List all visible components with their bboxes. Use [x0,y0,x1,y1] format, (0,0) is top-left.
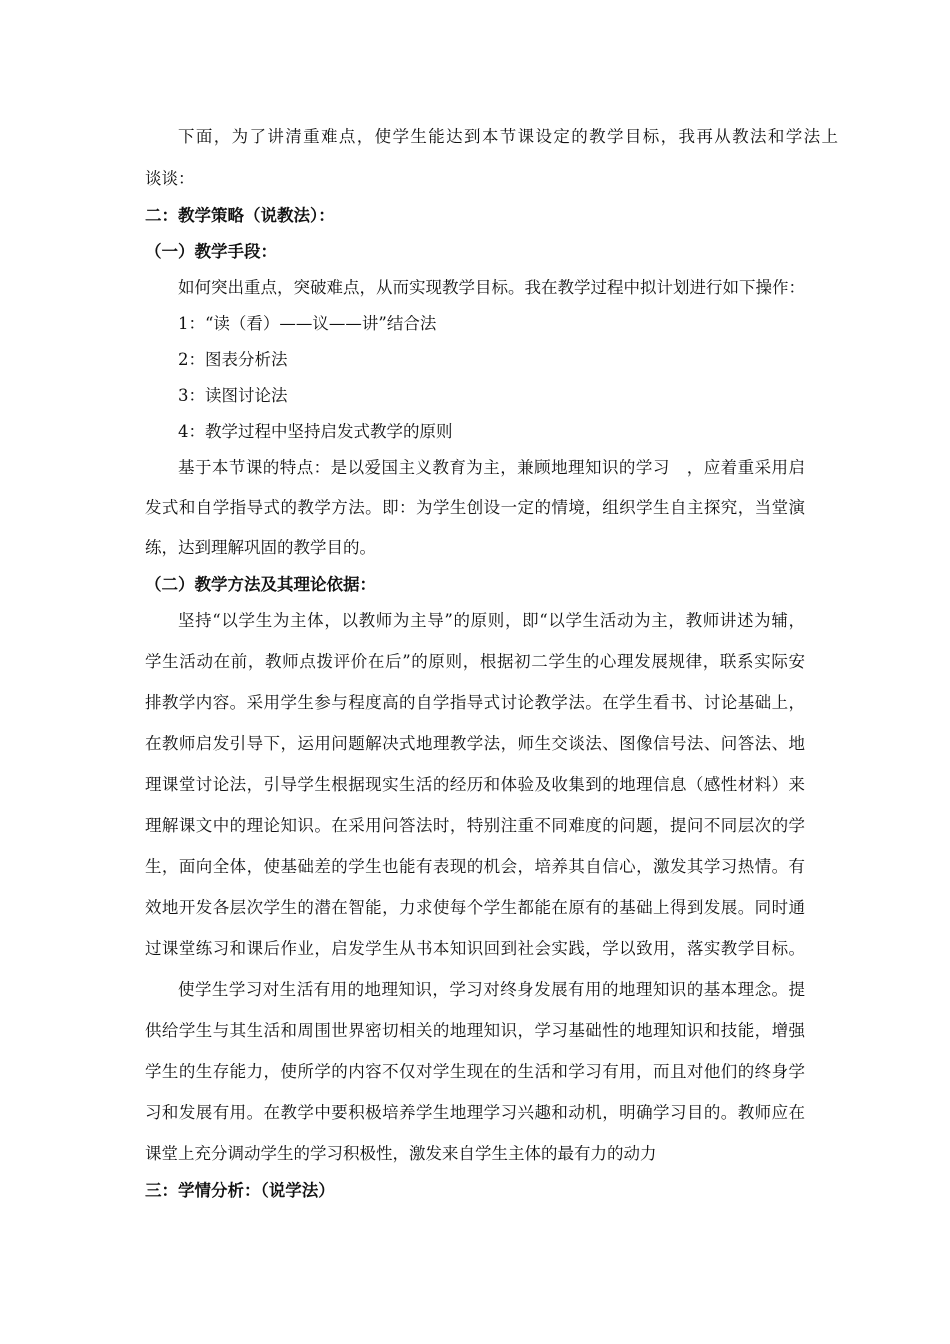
paragraph-line: 发式和自学指导式的教学方法。即：为学生创设一定的情境，组织学生自主探究，当堂演 [145,498,805,517]
list-item: 2：图表分析法 [178,350,288,369]
paragraph-line: 课堂上充分调动学生的学习积极性，激发来自学生主体的最有力的动力 [145,1144,657,1163]
paragraph-line: 谈谈： [145,169,195,188]
paragraph-line: 练，达到理解巩固的教学目的。 [145,538,376,557]
paragraph-line: 基于本节课的特点：是以爱国主义教育为主，兼顾地理知识的学习 ，应着重采用启 [178,458,805,477]
paragraph-line: 如何突出重点，突破难点，从而实现教学目标。我在教学过程中拟计划进行如下操作： [178,278,805,297]
paragraph-line: 学生活动在前，教师点拨评价在后”的原则，根据初二学生的心理发展规律，联系实际安 [145,652,805,671]
paragraph-line: 学生的生存能力，使所学的内容不仅对学生现在的生活和学习有用，而且对他们的终身学 [145,1062,805,1081]
list-item: 1：“读（看）——议——讲”结合法 [178,314,437,333]
paragraph-line: 使学生学习对生活有用的地理知识，学习对终身发展有用的地理知识的基本理念。提 [178,980,805,999]
paragraph-line: 理课堂讨论法，引导学生根据现实生活的经历和体验及收集到的地理信息（感性材料）来 [145,775,805,794]
paragraph-line: 习和发展有用。在教学中要积极培养学生地理学习兴趣和动机，明确学习目的。教师应在 [145,1103,805,1122]
list-item: 3：读图讨论法 [178,386,288,405]
paragraph-line: 在教师启发引导下，运用问题解决式地理教学法，师生交谈法、图像信号法、问答法、地 [145,734,805,753]
paragraph-line: 供给学生与其生活和周围世界密切相关的地理知识，学习基础性的地理知识和技能，增强 [145,1021,805,1040]
subsection-heading: （一）教学手段： [145,242,277,261]
list-item: 4：教学过程中坚持启发式教学的原则 [178,422,453,441]
paragraph-line: 排教学内容。采用学生参与程度高的自学指导式讨论教学法。在学生看书、讨论基础上， [145,693,805,712]
paragraph-line: 过课堂练习和课后作业，启发学生从书本知识回到社会实践，学以致用，落实教学目标。 [145,939,805,958]
subsection-heading: （二）教学方法及其理论依据： [145,575,376,594]
paragraph-line: 效地开发各层次学生的潜在智能，力求使每个学生都能在原有的基础上得到发展。同时通 [145,898,805,917]
paragraph-line: 理解课文中的理论知识。在采用问答法时，特别注重不同难度的问题，提问不同层次的学 [145,816,805,835]
paragraph-line: 下面，为了讲清重难点，使学生能达到本节课设定的教学目标，我再从教法和学法上 [178,127,838,146]
paragraph-line: 坚持“以学生为主体，以教师为主导”的原则，即“以学生活动为主，教师讲述为辅， [178,611,805,630]
paragraph-line: 生，面向全体，使基础差的学生也能有表现的机会，培养其自信心，激发其学习热情。有 [145,857,805,876]
section-heading: 二：教学策略（说教法）： [145,206,335,225]
section-heading: 三：学情分析：（说学法） [145,1181,335,1200]
